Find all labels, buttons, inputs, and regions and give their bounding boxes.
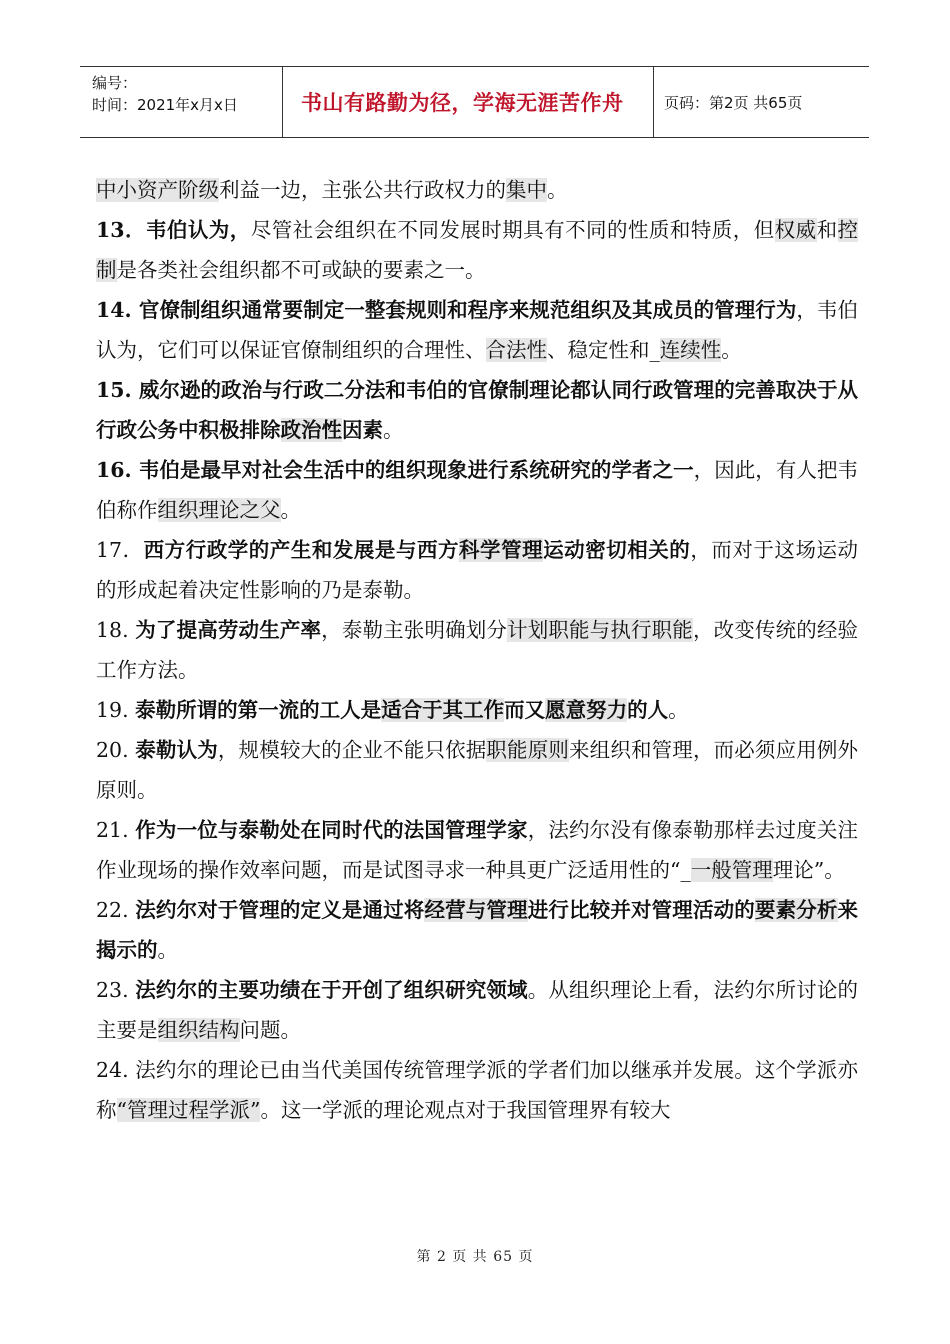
header-motto: 书山有路勤为径，学海无涯苦作舟	[283, 67, 654, 137]
bold-text: 法约尔对于管理的定义是通过将	[135, 898, 425, 922]
highlighted-answer: 连续性	[659, 338, 722, 362]
highlighted-answer: 要素分析	[754, 898, 838, 922]
bold-text: 泰勒认为	[135, 738, 218, 762]
highlighted-answer: 适合于其工作	[381, 698, 505, 722]
bold-text: 15. 威尔逊的政治与行政二分法和韦伯的官僚制理论都认同行政管理的完善取决于从行政公务中积极排除	[96, 378, 858, 442]
text-run: ，而对于这场运动的形成起着决定性影响的乃是泰勒。	[96, 538, 859, 602]
text-run: 来组织和管理，而必须应用例外原则。	[96, 738, 859, 802]
text-run: 、稳定性和_	[547, 338, 660, 362]
highlighted-answer: 一般管理	[690, 858, 773, 882]
paragraph	[96, 730, 858, 810]
date-line: 时间：2021年x月x日	[92, 96, 238, 114]
highlighted-answer: 组织结构	[157, 1018, 240, 1042]
paragraph	[96, 170, 858, 210]
bold-text: 进行比较并对管理活动的	[527, 898, 755, 922]
text-run: 17．	[96, 538, 144, 562]
text-run: 和	[816, 218, 838, 242]
highlighted-answer: 政治性	[280, 418, 342, 442]
highlighted-answer: 计划职能与执行职能	[507, 618, 693, 642]
highlighted-answer: 组织理论之父	[157, 498, 281, 522]
text-run: 。	[280, 498, 301, 522]
highlighted-answer: 中小资产阶级	[96, 178, 219, 202]
number-label: 编号：	[92, 74, 138, 92]
text-run: ，改变传统的经验工作方法。	[96, 618, 859, 682]
highlighted-answer: “管理过程学派”	[116, 1098, 261, 1122]
text-run: ，法约尔没有像泰勒那样去过度关注作业现场的操作效率问题，而是试图寻求一种具更广泛适用性的“_	[96, 818, 859, 882]
text-run: 利益一边，主张公共行政权力的	[219, 178, 506, 202]
bold-text: 泰勒所谓的第一流的工人是	[135, 698, 382, 722]
text-run: 尽管社会组织在不同发展时期具有不同的性质和特质，但	[250, 218, 775, 242]
text-run: 问题。	[239, 1018, 301, 1042]
bold-text: 因素	[342, 418, 383, 442]
highlighted-answer: 集中	[506, 178, 547, 202]
paragraph	[96, 450, 858, 530]
paragraph	[96, 970, 858, 1050]
bold-text: 而又	[504, 698, 546, 722]
bold-text: 13．韦伯认为，	[96, 218, 251, 242]
bold-text: 16. 韦伯是最早对社会生活中的组织现象进行系统研究的学者之一	[96, 458, 694, 482]
highlighted-answer: 合法性	[485, 338, 547, 362]
document-body	[96, 170, 858, 1130]
text-run: 20.	[96, 738, 136, 762]
paragraph	[96, 1050, 858, 1130]
text-run: 24. 法约尔的理论已由当代美国传统管理学派的学者们加以继承并发展。这个学派亦称	[96, 1058, 858, 1122]
bold-text: 运动密切相关的	[543, 538, 691, 562]
paragraph	[96, 890, 858, 970]
text-run: 。	[383, 418, 404, 442]
text-run: 18.	[96, 618, 136, 642]
text-run: 21.	[96, 818, 136, 842]
bold-text: 西方行政学的产生和发展是与西方	[143, 538, 460, 562]
page-footer: 第 2 页 共 65 页	[416, 1249, 534, 1265]
text-run: ，韦伯认为，它们可以保证官僚制组织的合理性、	[96, 298, 858, 362]
text-run: ，泰勒主张明确划分	[321, 618, 508, 642]
paragraph	[96, 210, 858, 290]
text-run: 。	[721, 338, 742, 362]
header-meta	[80, 67, 283, 137]
text-run: 是各类社会组织都不可或缺的要素之一。	[116, 258, 486, 282]
text-run: ，因此，有人把韦伯称作	[96, 458, 858, 522]
document-header	[80, 66, 869, 138]
bold-text: 作为一位与泰勒处在同时代的法国管理学家	[135, 818, 528, 842]
highlighted-answer: 愿意努力	[545, 698, 628, 722]
paragraph	[96, 810, 858, 890]
paragraph	[96, 530, 858, 610]
text-run: 19.	[96, 698, 136, 722]
bold-text: 来揭示的	[96, 898, 859, 962]
highlighted-answer: 科学管理	[459, 538, 544, 562]
text-run: ，规模较大的企业不能只依据	[217, 738, 487, 762]
bold-text: 14. 官僚制组织通常要制定一整套规则和程序来规范组织及其成员的管理行为	[96, 298, 797, 322]
header-page-info: 页码：第2页 共65页	[664, 93, 803, 112]
bold-text: 为了提高劳动生产率	[135, 618, 322, 642]
highlighted-answer: 职能原则	[486, 738, 570, 762]
highlighted-answer: 控制	[96, 218, 859, 282]
bold-text: 的人	[627, 698, 669, 722]
paragraph	[96, 690, 858, 730]
text-run: 23.	[96, 978, 136, 1002]
paragraph	[96, 290, 858, 370]
text-run: 。	[157, 938, 178, 962]
text-run: 。这一学派的理论观点对于我国管理界有较大	[260, 1098, 671, 1122]
text-run: 理论”。	[772, 858, 845, 882]
text-run: 。	[547, 178, 568, 202]
paragraph	[96, 610, 858, 690]
paragraph	[96, 370, 858, 450]
highlighted-answer: 权威	[774, 218, 817, 242]
text-run: 。	[668, 698, 689, 722]
highlighted-answer: 经营与管理	[424, 898, 528, 922]
text-run: 22.	[96, 898, 136, 922]
text-run: 。从组织理论上看，法约尔所讨论的主要是	[96, 978, 859, 1042]
bold-text: 法约尔的主要功绩在于开创了组织研究领域	[135, 978, 528, 1002]
